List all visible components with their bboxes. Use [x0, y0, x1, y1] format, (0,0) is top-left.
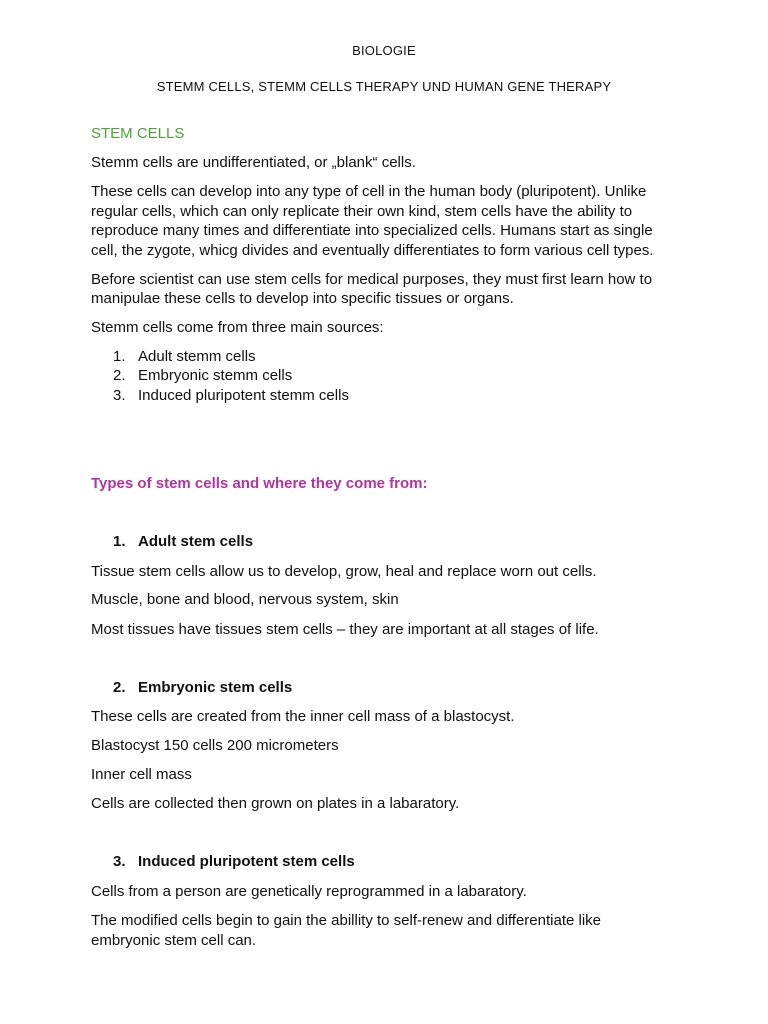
type-number: 3.: [113, 853, 126, 870]
paragraph-line: These cells can develop into any type of cell in the human body (pluripotent). Unlike: [91, 183, 647, 200]
sources-intro: Stemm cells come from three main sources:: [91, 319, 384, 336]
type-line: These cells are created from the inner cell mass of a blastocyst.: [91, 708, 515, 725]
document-subtitle: STEMM CELLS, STEMM CELLS THERAPY UND HUMAN GENE THERAPY: [156, 79, 612, 94]
type-line: Blastocyst 150 cells 200 micrometers: [91, 737, 339, 754]
paragraph-line: Before scientist can use stem cells for medical purposes, they must first learn how to: [91, 271, 653, 288]
type-line: Muscle, bone and blood, nervous system, skin: [91, 591, 399, 608]
type-line: Tissue stem cells allow us to develop, grow, heal and replace worn out cells.: [91, 563, 597, 580]
type-line: Most tissues have tissues stem cells – they are important at all stages of life.: [91, 621, 599, 638]
type-line: Cells from a person are genetically reprogrammed in a labaratory.: [91, 883, 527, 900]
type-line: The modified cells begin to gain the abillity to self-renew and differentiate like: [91, 912, 602, 929]
list-item-text: Induced pluripotent stemm cells: [138, 387, 349, 404]
type-line: Cells are collected then grown on plates in a labaratory.: [91, 795, 460, 812]
list-item-text: Adult stemm cells: [138, 348, 256, 365]
type-title: Induced pluripotent stem cells: [138, 853, 355, 870]
document-header: BIOLOGIE: [352, 43, 416, 58]
type-number: 1.: [113, 533, 126, 550]
type-number: 2.: [113, 679, 126, 696]
paragraph-line: regular cells, which can only replicate their own kind, stem cells have the ability to: [91, 203, 633, 220]
type-title: Adult stem cells: [138, 533, 254, 550]
paragraph-line: reproduce many times and differentiate into specialized cells. Humans start as single: [91, 222, 653, 239]
list-number: 2.: [113, 367, 126, 384]
list-number: 1.: [113, 348, 126, 365]
paragraph-line: manipulae these cells to develop into specific tissues or organs.: [91, 290, 514, 307]
list-number: 3.: [113, 387, 126, 404]
type-line: embryonic stem cell can.: [91, 932, 257, 949]
intro-text: Stemm cells are undifferentiated, or „blank“ cells.: [91, 154, 416, 171]
paragraph-line: cell, the zygote, whicg divides and eventually differentiates to form various cell types.: [91, 242, 654, 259]
types-heading: Types of stem cells and where they come from:: [91, 475, 428, 492]
section-heading: STEM CELLS: [91, 125, 185, 142]
type-title: Embryonic stem cells: [138, 679, 293, 696]
type-line: Inner cell mass: [91, 766, 192, 783]
list-item-text: Embryonic stemm cells: [138, 367, 293, 384]
